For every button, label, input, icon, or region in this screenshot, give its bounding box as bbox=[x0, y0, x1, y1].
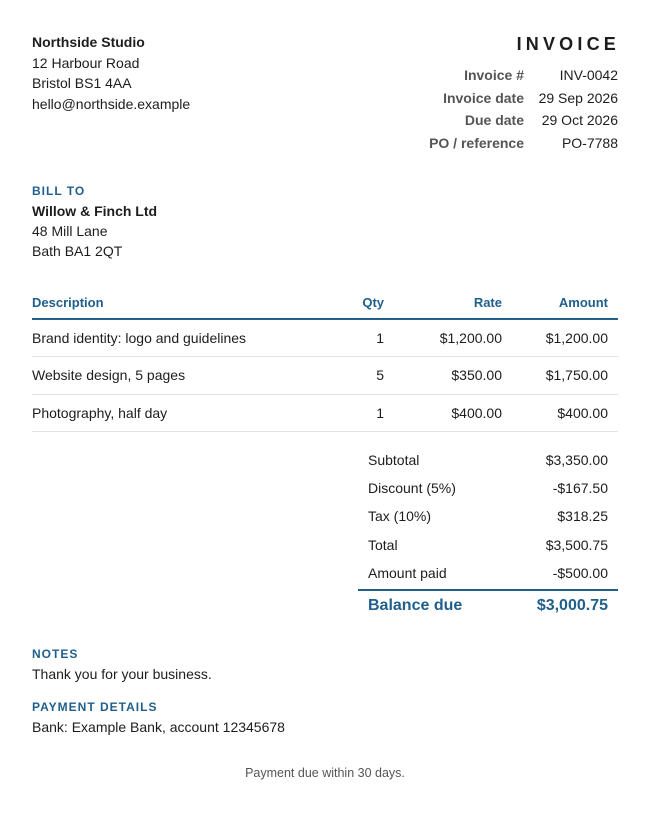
item-qty: 5 bbox=[332, 357, 392, 395]
tax-label: Tax (10%) bbox=[368, 508, 432, 525]
balance-due-row bbox=[358, 589, 618, 621]
subtotal-label: Subtotal bbox=[368, 452, 420, 469]
meta-value-due-date: 29 Oct 2026 bbox=[541, 112, 618, 128]
table-row bbox=[32, 319, 618, 357]
header-rate: Rate bbox=[392, 291, 506, 319]
document-title: INVOICE bbox=[516, 34, 620, 54]
meta-label-due-date: Due date bbox=[464, 112, 524, 128]
meta-value-invoice-date: 29 Sep 2026 bbox=[538, 89, 618, 106]
amount-paid-label: Amount paid bbox=[368, 564, 447, 581]
meta-label-invoice-number: Invoice # bbox=[464, 67, 524, 83]
amount-paid-value: -$500.00 bbox=[552, 564, 608, 581]
item-qty: 1 bbox=[332, 394, 392, 432]
discount-row bbox=[358, 474, 618, 502]
total-row bbox=[358, 531, 618, 559]
meta-label-po-reference: PO / reference bbox=[429, 134, 524, 151]
tax-row bbox=[358, 502, 618, 530]
tax-value: $318.25 bbox=[557, 508, 608, 525]
seller-address-line2: Bristol BS1 4AA bbox=[32, 75, 132, 91]
balance-due-value: $3,000.75 bbox=[536, 596, 608, 614]
notes-label: NOTES bbox=[32, 646, 79, 661]
discount-value: -$167.50 bbox=[552, 480, 608, 497]
seller-email: hello@northside.example bbox=[32, 95, 191, 112]
item-rate: $400.00 bbox=[392, 394, 506, 432]
invoice-header bbox=[32, 32, 618, 172]
notes-block bbox=[32, 645, 618, 682]
invoice-meta bbox=[429, 64, 618, 154]
discount-label: Discount (5%) bbox=[368, 480, 456, 497]
item-amount: $1,750.00 bbox=[506, 357, 618, 395]
item-rate: $350.00 bbox=[392, 357, 506, 395]
header-description: Description bbox=[32, 291, 332, 319]
seller-block bbox=[32, 32, 190, 114]
amount-paid-row bbox=[358, 559, 618, 587]
bill-to-block bbox=[32, 182, 618, 261]
bill-to-label: BILL TO bbox=[32, 184, 86, 198]
item-description: Brand identity: logo and guidelines bbox=[32, 319, 332, 357]
footer-note: Payment due within 30 days. bbox=[245, 766, 405, 780]
notes-text: Thank you for your business. bbox=[32, 665, 212, 682]
item-description: Photography, half day bbox=[32, 394, 332, 432]
balance-due-label: Balance due bbox=[368, 596, 463, 614]
meta-label-invoice-date: Invoice date bbox=[443, 89, 524, 106]
item-qty: 1 bbox=[332, 319, 392, 357]
payment-details-label: PAYMENT DETAILS bbox=[32, 699, 158, 714]
seller-address-line1: 12 Harbour Road bbox=[32, 54, 140, 71]
meta-value-invoice-number: INV-0042 bbox=[559, 67, 618, 83]
client-address-line2: Bath BA1 2QT bbox=[32, 243, 123, 259]
item-amount: $400.00 bbox=[506, 394, 618, 432]
item-rate: $1,200.00 bbox=[392, 319, 506, 357]
invoice-meta-block bbox=[429, 32, 618, 154]
client-name: Willow & Finch Ltd bbox=[32, 203, 158, 219]
total-label: Total bbox=[368, 536, 398, 553]
seller-name: Northside Studio bbox=[32, 34, 145, 50]
table-row bbox=[32, 394, 618, 432]
client-address-line1: 48 Mill Lane bbox=[32, 223, 108, 239]
header-qty: Qty bbox=[332, 291, 392, 319]
meta-value-po-reference: PO-7788 bbox=[561, 134, 618, 151]
table-header-row bbox=[32, 291, 618, 319]
invoice-page bbox=[32, 32, 618, 735]
payment-details-block bbox=[32, 698, 618, 735]
table-row bbox=[32, 357, 618, 395]
line-items-table bbox=[32, 291, 618, 432]
item-description: Website design, 5 pages bbox=[32, 357, 332, 395]
total-value: $3,500.75 bbox=[545, 536, 608, 553]
subtotal-row bbox=[358, 446, 618, 474]
header-amount: Amount bbox=[506, 291, 618, 319]
subtotal-value: $3,350.00 bbox=[545, 452, 608, 469]
item-amount: $1,200.00 bbox=[506, 319, 618, 357]
payment-details-text: Bank: Example Bank, account 12345678 bbox=[32, 718, 285, 735]
totals-block bbox=[358, 446, 618, 621]
